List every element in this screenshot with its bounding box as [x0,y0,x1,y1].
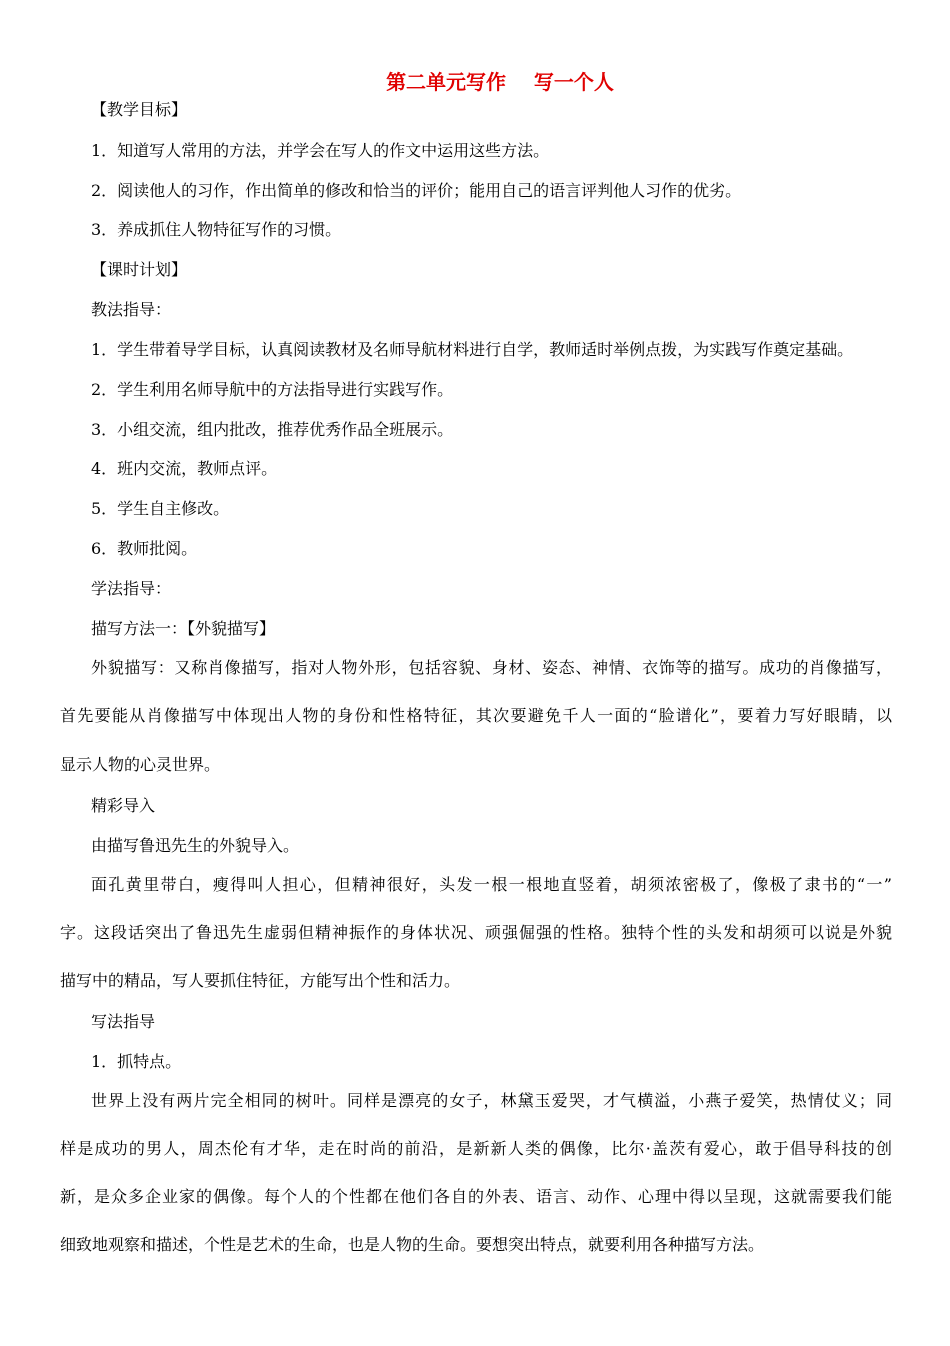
document-title: 第二单元写作 写一个人 [386,70,614,94]
section-heading-teaching-goals: 【教学目标】 [91,100,188,119]
method-item-2: 2．学生利用名师导航中的方法指导进行实践写作。 [91,380,454,399]
teaching-method-heading: 教法指导： [91,300,172,319]
method-item-5: 5．学生自主修改。 [91,499,230,518]
goal-item-2: 2．阅读他人的习作，作出简单的修改和恰当的评价；能用自己的语言评判他人习作的优劣。 [91,181,742,200]
traits-paragraph-line-2: 样是成功的男人，周杰伦有才华，走在时尚的前沿，是新新人类的偶像，比尔·盖茨有爱心，敢于倡导科技的创 [60,1139,892,1158]
learning-method-heading: 学法指导： [91,579,172,598]
luxun-paragraph-line-1: 面孔黄里带白，瘦得叫人担心，但精神很好，头发一根一根地直竖着，胡须浓密极了，像极了隶书的“一” [91,875,892,894]
method-item-3: 3．小组交流，组内批改，推荐优秀作品全班展示。 [91,420,454,439]
appearance-paragraph-line-3: 显示人物的心灵世界。 [60,755,221,774]
guide-item-1: 1．抓特点。 [91,1052,182,1071]
appearance-paragraph-line-2: 首先要能从肖像描写中体现出人物的身份和性格特征，其次要避免千人一面的“脸谱化”，要着力写好眼睛，以 [60,706,892,725]
luxun-paragraph-line-3: 描写中的精品，写人要抓住特征，方能写出个性和活力。 [60,971,461,990]
intro-text: 由描写鲁迅先生的外貌导入。 [91,836,300,855]
method-item-4: 4．班内交流，教师点评。 [91,459,278,478]
goal-item-3: 3．养成抓住人物特征写作的习惯。 [91,220,342,239]
traits-paragraph-line-4: 细致地观察和描述，个性是艺术的生命，也是人物的生命。要想突出特点，就要利用各种描写方法。 [60,1235,765,1254]
goal-item-1: 1．知道写人常用的方法，并学会在写人的作文中运用这些方法。 [91,141,550,160]
intro-heading: 精彩导入 [91,796,156,815]
appearance-paragraph-line-1: 外貌描写：又称肖像描写，指对人物外形，包括容貌、身材、姿态、神情、衣饰等的描写。成功的肖像描写， [91,658,892,677]
traits-paragraph-line-3: 新，是众多企业家的偶像。每个人的个性都在他们各自的外表、语言、动作、心理中得以呈现，这就需要我们能 [60,1187,892,1206]
writing-guide-heading: 写法指导 [91,1012,156,1031]
method-item-6: 6．教师批阅。 [91,539,198,558]
luxun-paragraph-line-2: 字。这段话突出了鲁迅先生虚弱但精神振作的身体状况、顽强倔强的性格。独特个性的头发和胡须可以说是外貌 [60,923,892,942]
method-item-1: 1．学生带着导学目标，认真阅读教材及名师导航材料进行自学，教师适时举例点拨，为实践写作奠定基础。 [91,340,854,359]
traits-paragraph-line-1: 世界上没有两片完全相同的树叶。同样是漂亮的女子，林黛玉爱哭，才气横溢，小燕子爱笑，热情仗义；同 [91,1091,892,1110]
description-method-heading: 描写方法一：【外貌描写】 [91,619,276,638]
section-heading-lesson-plan: 【课时计划】 [91,260,188,279]
